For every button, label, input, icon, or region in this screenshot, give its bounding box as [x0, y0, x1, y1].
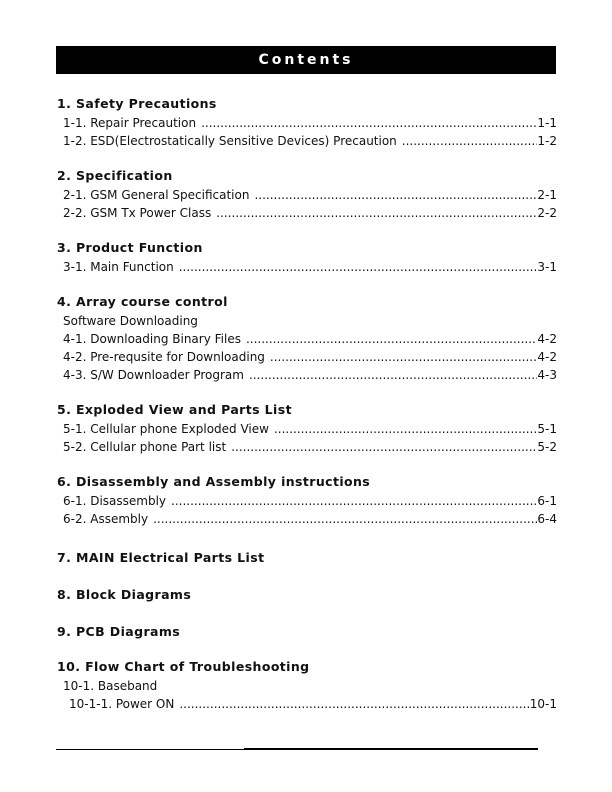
dot-leader	[246, 330, 537, 348]
toc-entry[interactable]	[57, 695, 557, 713]
toc-entry[interactable]	[57, 348, 557, 366]
entry-page: 2-2	[537, 206, 557, 220]
section-title[interactable]: 1. Safety Precautions	[57, 96, 217, 111]
entry-title: 5-1. Cellular phone Exploded View	[63, 422, 269, 436]
entry-title: 6-2. Assembly	[63, 512, 149, 526]
entry-title: 3-1. Main Function	[63, 260, 174, 274]
entry-title: 4-1. Downloading Binary Files	[63, 332, 241, 346]
section-title[interactable]: 4. Array course control	[57, 294, 228, 309]
toc-section	[57, 96, 557, 150]
entry-page: 4-2	[537, 332, 557, 346]
section-title[interactable]: 2. Specification	[57, 168, 173, 183]
entry-page: 10-1	[529, 697, 557, 711]
entry-page: 6-1	[537, 494, 557, 508]
entry-page: 1-2	[537, 134, 557, 148]
toc-section	[57, 624, 557, 639]
section-title[interactable]: 8. Block Diagrams	[57, 587, 192, 602]
dot-leader	[171, 492, 537, 510]
dot-leader	[254, 186, 537, 204]
toc-entry[interactable]	[57, 186, 557, 204]
toc-entry[interactable]	[57, 438, 557, 456]
dot-leader	[270, 348, 537, 366]
toc-entry[interactable]	[57, 132, 557, 150]
entry-page: 3-1	[537, 260, 557, 274]
toc-entry[interactable]	[57, 366, 557, 384]
table-of-contents	[57, 96, 557, 713]
contents-header	[56, 46, 556, 74]
section-subheading: 10-1. Baseband	[63, 679, 158, 693]
entry-title: 6-1. Disassembly	[63, 494, 167, 508]
entry-title: 10-1-1. Power ON	[69, 697, 175, 711]
toc-entry[interactable]	[57, 330, 557, 348]
entry-title: 1-2. ESD(Electrostatically Sensitive Devices) Precaution	[63, 134, 397, 148]
section-title[interactable]: 9. PCB Diagrams	[57, 624, 181, 639]
dot-leader	[179, 258, 538, 276]
toc-section	[57, 240, 557, 276]
entry-title: 4-2. Pre-requsite for Downloading	[63, 350, 265, 364]
toc-entry[interactable]	[57, 420, 557, 438]
section-title[interactable]: 6. Disassembly and Assembly instructions	[57, 474, 371, 489]
toc-entry[interactable]	[57, 114, 557, 132]
entry-page: 5-1	[537, 422, 557, 436]
section-title[interactable]: 3. Product Function	[57, 240, 203, 255]
toc-section	[57, 168, 557, 222]
toc-section	[57, 474, 557, 528]
contents-title: Contents	[258, 52, 354, 68]
entry-page: 6-4	[537, 512, 557, 526]
toc-entry[interactable]	[57, 258, 557, 276]
entry-page: 5-2	[537, 440, 557, 454]
entry-page: 1-1	[537, 116, 557, 130]
toc-section	[57, 659, 557, 713]
dot-leader	[153, 510, 537, 528]
entry-page: 2-1	[537, 188, 557, 202]
toc-entry[interactable]	[57, 204, 557, 222]
dot-leader	[179, 695, 529, 713]
footer-rule	[56, 749, 244, 750]
toc-section	[57, 402, 557, 456]
toc-section	[57, 550, 557, 565]
entry-title: 5-2. Cellular phone Part list	[63, 440, 227, 454]
toc-entry[interactable]	[57, 492, 557, 510]
toc-section	[57, 294, 557, 384]
entry-title: 4-3. S/W Downloader Program	[63, 368, 244, 382]
dot-leader	[249, 366, 537, 384]
entry-title: 1-1. Repair Precaution	[63, 116, 197, 130]
dot-leader	[231, 438, 537, 456]
toc-entry[interactable]	[57, 510, 557, 528]
section-title[interactable]: 7. MAIN Electrical Parts List	[57, 550, 265, 565]
footer-rule-bold	[244, 748, 538, 750]
dot-leader	[402, 132, 538, 150]
entry-page: 4-2	[537, 350, 557, 364]
entry-title: 2-2. GSM Tx Power Class	[63, 206, 212, 220]
dot-leader	[274, 420, 537, 438]
entry-title: 2-1. GSM General Specification	[63, 188, 250, 202]
entry-page: 4-3	[537, 368, 557, 382]
section-title[interactable]: 10. Flow Chart of Troubleshooting	[57, 659, 310, 674]
dot-leader	[216, 204, 537, 222]
toc-section	[57, 587, 557, 602]
section-subheading: Software Downloading	[63, 314, 198, 328]
dot-leader	[201, 114, 537, 132]
section-title[interactable]: 5. Exploded View and Parts List	[57, 402, 292, 417]
